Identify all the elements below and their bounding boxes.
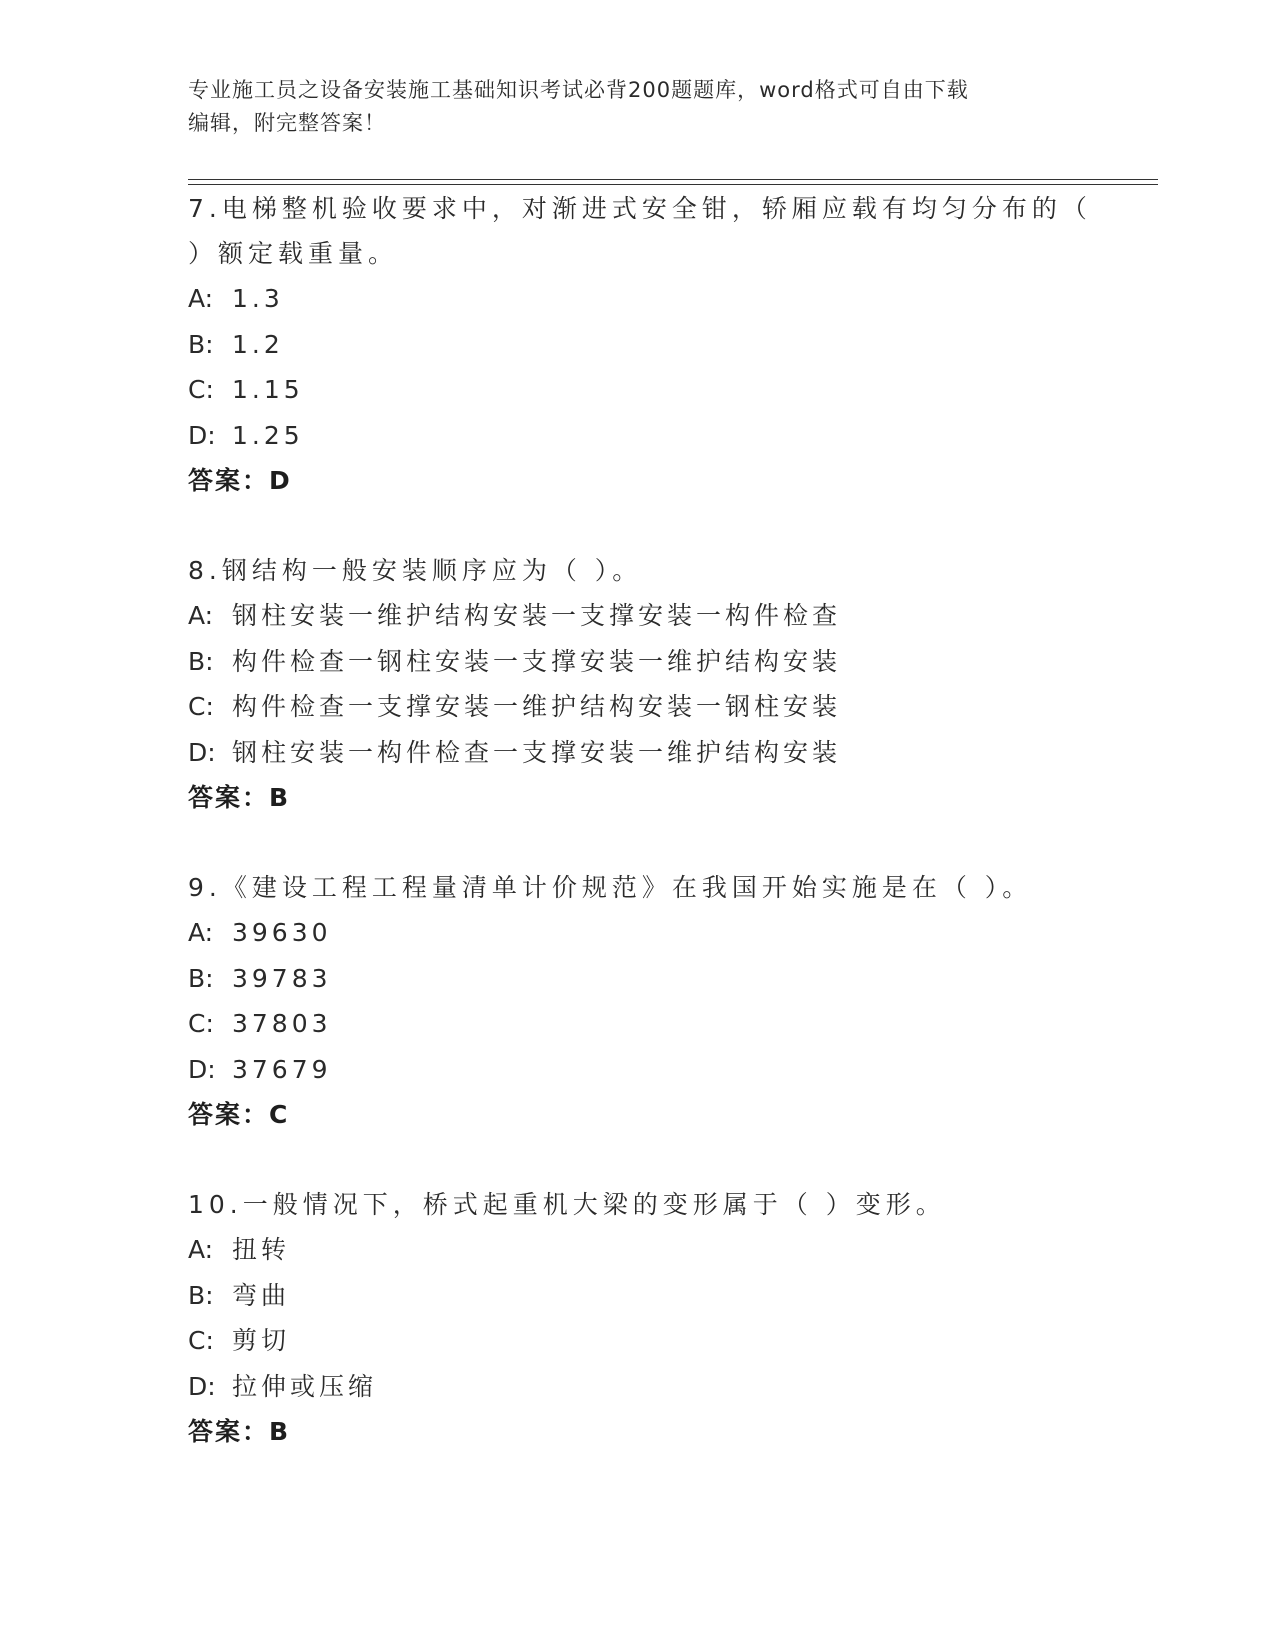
question-8 [188, 548, 1148, 820]
header-divider-bottom [188, 184, 1158, 185]
option-text: 钢柱安装一维护结构安装一支撑安装一构件检查 [232, 601, 842, 630]
question-title: 10.一般情况下，桥式起重机大梁的变形属于（ ）变形。 [188, 1190, 946, 1219]
question-7 [188, 186, 1148, 503]
option-text: 1.3 [232, 284, 284, 313]
option-a [188, 593, 1148, 639]
option-d [188, 1047, 1148, 1093]
option-text: 扭转 [232, 1235, 291, 1264]
option-a [188, 276, 1148, 322]
option-b [188, 1273, 1148, 1319]
option-d [188, 1364, 1148, 1410]
option-text: 39630 [232, 918, 332, 947]
option-text: 39783 [232, 963, 332, 993]
answer-line [188, 1409, 1148, 1454]
question-9 [188, 865, 1148, 1137]
option-letter: A: [188, 284, 214, 313]
option-letter: D: [188, 737, 216, 767]
answer-label: 答案： [188, 1100, 270, 1129]
option-letter: D: [188, 1054, 216, 1084]
option-letter: D: [188, 420, 216, 450]
answer-label: 答案： [188, 1417, 270, 1446]
option-text: 构件检查一钢柱安装一支撑安装一维护结构安装 [232, 646, 842, 676]
answer-value: B [269, 783, 289, 812]
option-b [188, 956, 1148, 1002]
option-b [188, 322, 1148, 368]
option-c [188, 684, 1148, 730]
answer-label: 答案： [188, 783, 270, 812]
option-b [188, 639, 1148, 685]
option-c [188, 1318, 1148, 1364]
option-text: 弯曲 [232, 1280, 291, 1310]
header-divider-top [188, 179, 1158, 180]
option-text: 1.25 [232, 420, 304, 450]
option-text: 1.15 [232, 375, 304, 404]
answer-line [188, 1092, 1148, 1137]
option-letter: A: [188, 1235, 214, 1264]
option-letter: A: [188, 918, 214, 947]
option-text: 钢柱安装一构件检查一支撑安装一维护结构安装 [232, 737, 842, 767]
option-c [188, 367, 1148, 413]
option-letter: A: [188, 601, 214, 630]
question-title: 8.钢结构一般安装顺序应为（ ）。 [188, 556, 643, 585]
option-a [188, 910, 1148, 956]
answer-label: 答案： [188, 466, 270, 495]
option-letter: C: [188, 692, 214, 721]
answer-value: B [269, 1417, 289, 1446]
question-title: 9.《建设工程工程量清单计价规范》在我国开始实施是在（ ）。 [188, 873, 1033, 902]
answer-line [188, 458, 1148, 503]
option-letter: C: [188, 1009, 214, 1038]
option-letter: C: [188, 1326, 214, 1355]
document-header [188, 74, 1088, 140]
question-10 [188, 1182, 1148, 1454]
answer-value: C [269, 1100, 288, 1129]
option-letter: B: [188, 1280, 214, 1310]
header-line-1: 专业施工员之设备安装施工基础知识考试必背200题题库，word格式可自由下载 [188, 78, 969, 102]
option-a [188, 1227, 1148, 1273]
answer-line [188, 775, 1148, 820]
header-line-2: 编辑，附完整答案！ [188, 111, 386, 135]
option-text: 37803 [232, 1009, 332, 1038]
option-d [188, 413, 1148, 459]
option-letter: B: [188, 329, 214, 359]
option-text: 1.2 [232, 329, 284, 359]
option-d [188, 730, 1148, 776]
option-c [188, 1001, 1148, 1047]
option-text: 剪切 [232, 1326, 291, 1355]
answer-value: D [269, 466, 290, 495]
option-letter: B: [188, 963, 214, 993]
option-text: 构件检查一支撑安装一维护结构安装一钢柱安装 [232, 692, 842, 721]
option-text: 37679 [232, 1054, 332, 1084]
option-letter: C: [188, 375, 214, 404]
option-letter: D: [188, 1371, 216, 1401]
option-text: 拉伸或压缩 [232, 1371, 378, 1401]
question-title-continued: ）额定载重量。 [188, 239, 399, 268]
option-letter: B: [188, 646, 214, 676]
question-title: 7.电梯整机验收要求中，对渐进式安全钳，轿厢应载有均匀分布的（ [188, 194, 1092, 223]
